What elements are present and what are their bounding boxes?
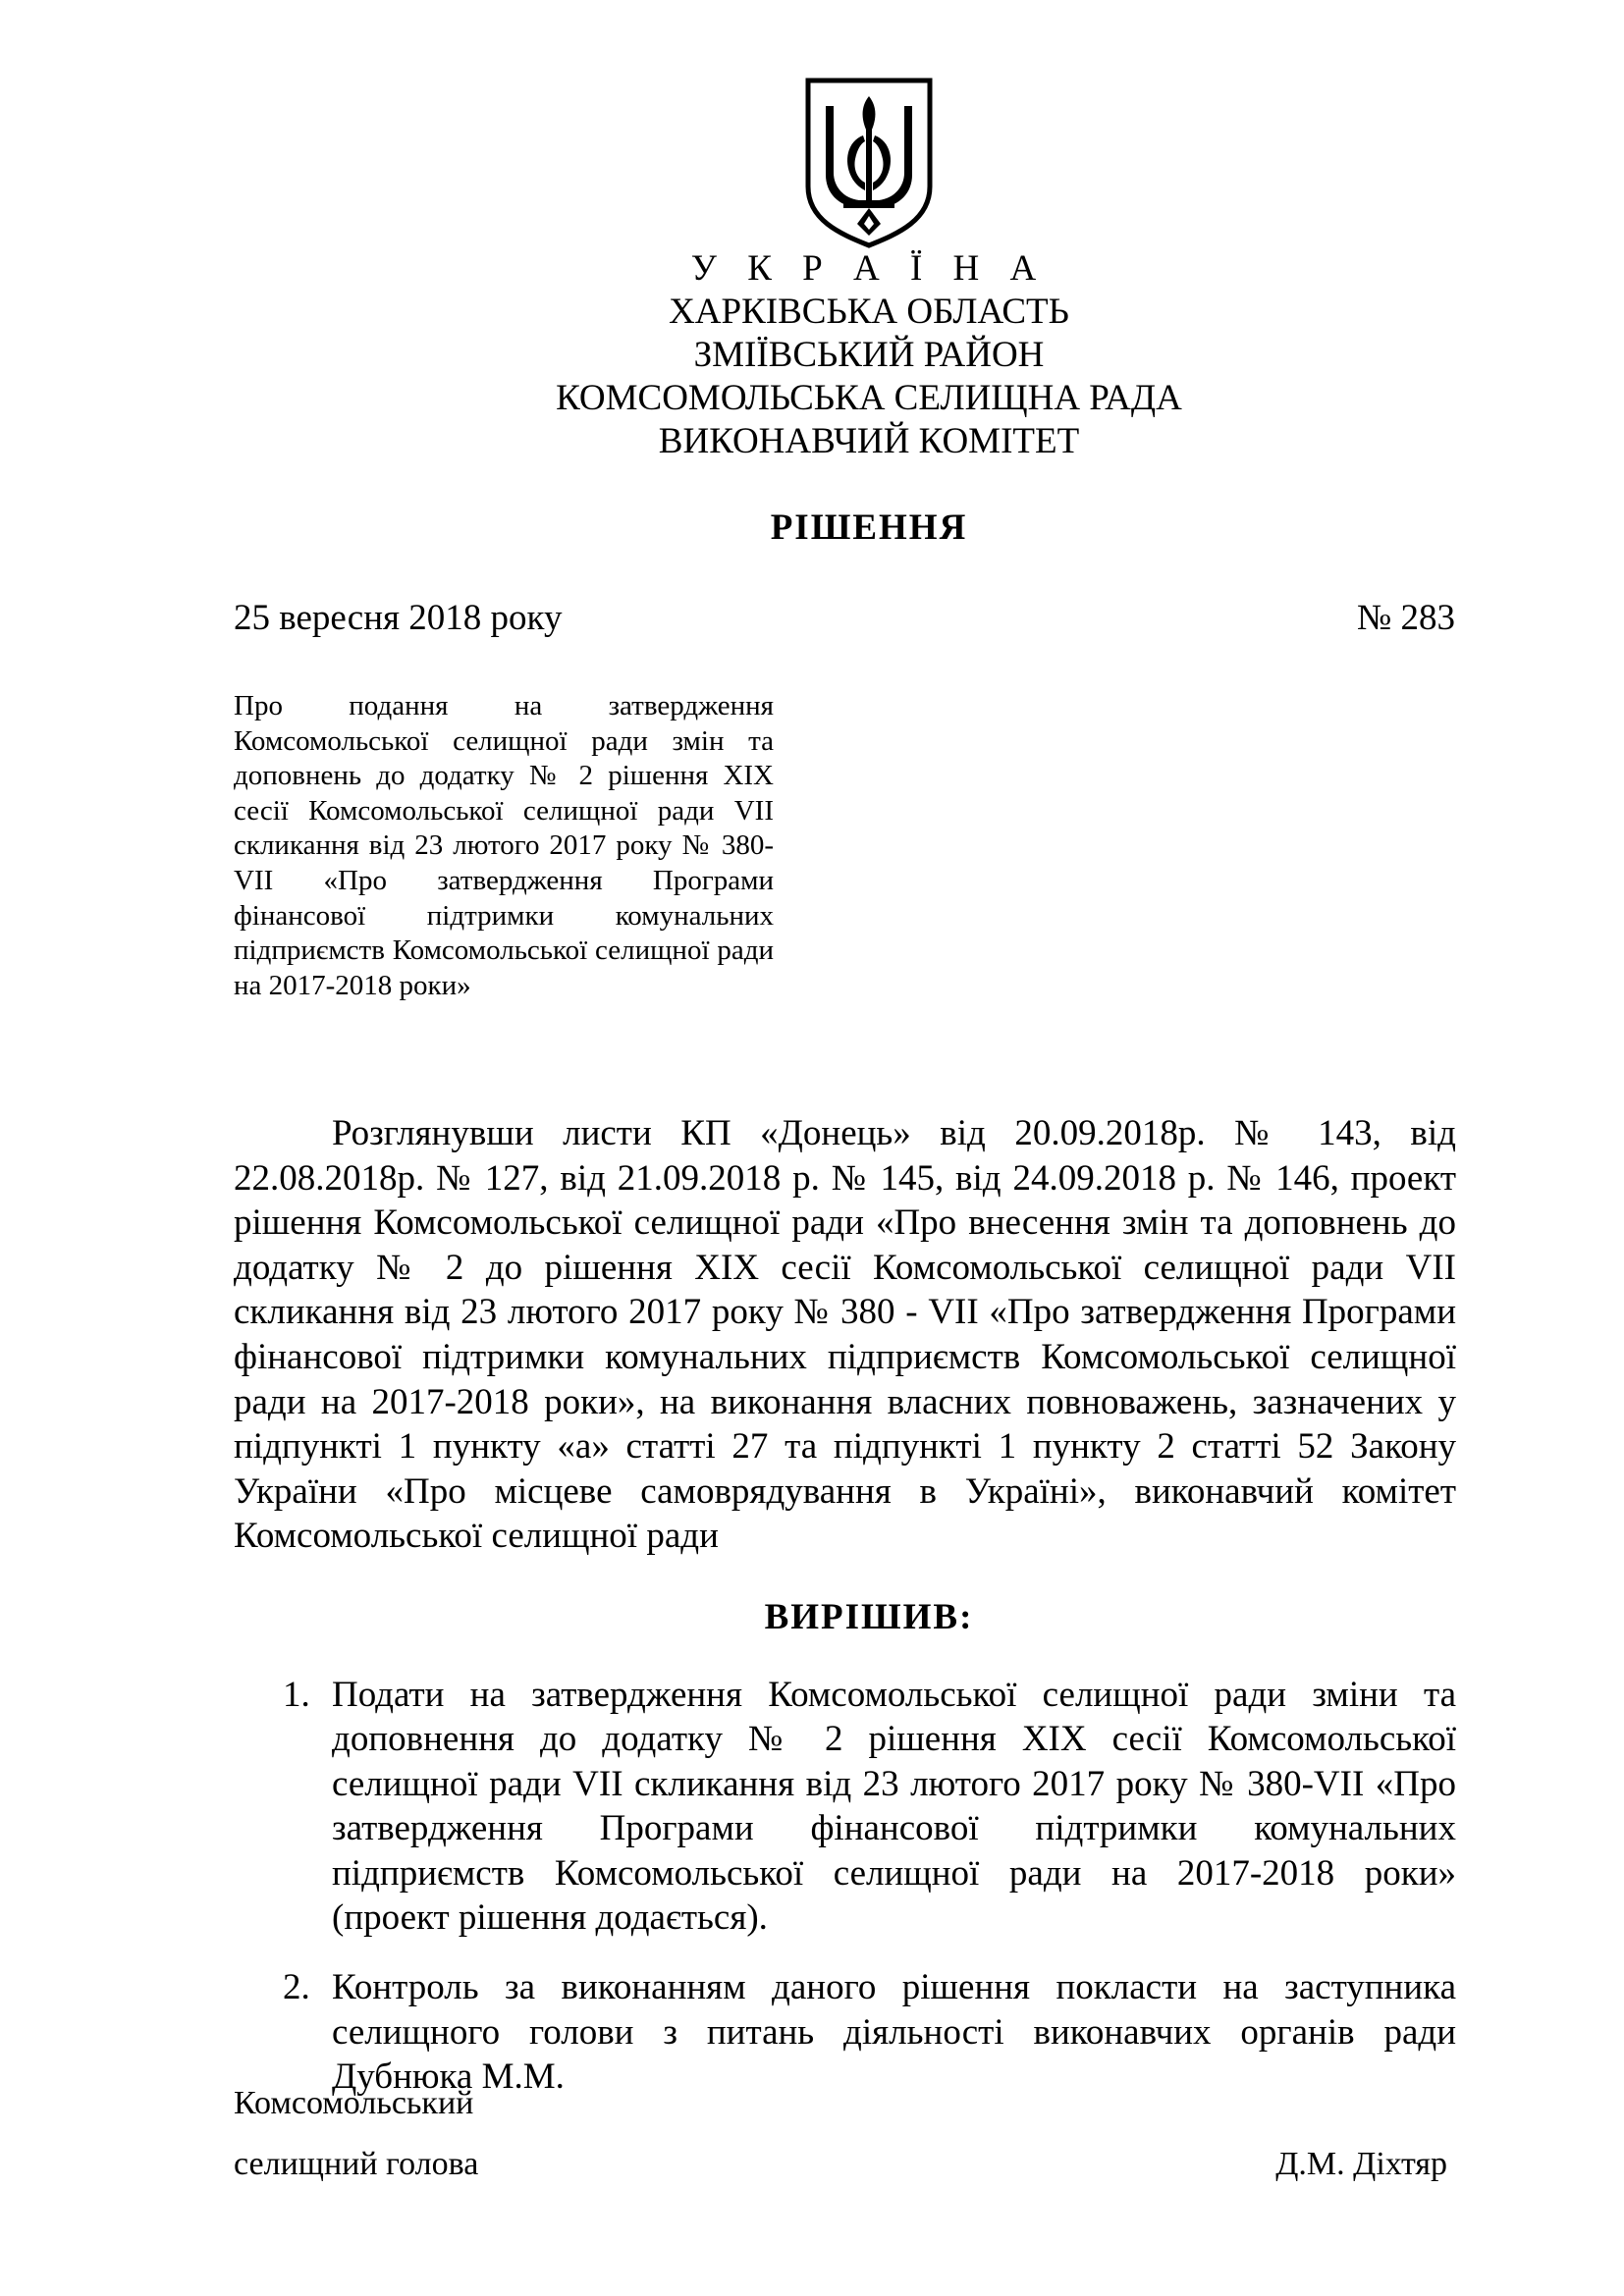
document-number: № 283 (1356, 598, 1455, 638)
document-title: РІШЕННЯ (770, 507, 968, 548)
list-item-number: 2. (283, 1967, 310, 2008)
document-header (295, 247, 1443, 463)
preamble-paragraph: Розглянувши листи КП «Донець» від 20.09.2018р. № 143, від 22.08.2018р. № 127, від 21.09.2018 р. № 145, від 24.09.2018 р. № 146, проект рішення Комсомольської селищної ради «Про внесення змін та доповнень до додатку № 2 до рішення ХІХ сесії Комсомольської селищної ради VII скликання від 23 лютого 2017 року № 380 - VII «Про затвердження Програми фінансової підтримки комунальних підприємств Комсомольської селищної ради на 2017-2018 роки», на виконання власних повноважень, зазначених у підпункті 1 пункту «а» статті 27 та підпункті 1 пункту 2 статті 52 Закону України «Про місцеве самоврядування в Україні», виконавчий комітет Комсомольської селищної ради (234, 1113, 1456, 1557)
signatory-name: Д.М. Діхтяр (1275, 2146, 1447, 2182)
decision-list (234, 1673, 1456, 2100)
signatory-title-line1: Комсомольський (234, 2085, 474, 2121)
resolved-heading: ВИРІШИВ: (764, 1597, 974, 1637)
document-date: 25 вересня 2018 року (234, 598, 563, 638)
country-name: У К Р А Ї Н А (690, 248, 1048, 289)
signatory-title-line2: селищний голова (234, 2146, 479, 2182)
council-name: КОМСОМОЛЬСЬКА СЕЛИЩНА РАДА (556, 378, 1182, 418)
list-item-text: Подати на затвердження Комсомольської селищної ради зміни та доповнення до додатку № 2 рішення ХІХ сесії Комсомольської селищної ради VII скликання від 23 лютого 2017 року № 380-VII «Про затвердження Програми фінансової підтримки комунальних підприємств Комсомольської селищної ради на 2017-2018 роки» (проект рішення додається). (332, 1675, 1456, 1939)
committee-name: ВИКОНАВЧИЙ КОМІТЕТ (658, 421, 1080, 461)
document-subject: Про подання на затвердження Комсомольської селищної ради змін та доповнень до додатку № 2 рішення ХІХ сесії Комсомольської селищної ради VII скликання від 23 лютого 2017 року № 380-VII «Про затвердження Програми фінансової підтримки комунальних підприємств Комсомольської селищної ради на 2017-2018 роки» (234, 690, 774, 1001)
list-item-text: Контроль за виконанням даного рішення покласти на заступника селищного голови з питань діяльності виконавчих органів ради Дубнюка М.М. (332, 1967, 1456, 2098)
region-name: ХАРКІВСЬКА ОБЛАСТЬ (669, 292, 1069, 332)
ukraine-trident-emblem-icon (804, 77, 934, 249)
list-item-number: 1. (283, 1675, 310, 1715)
district-name: ЗМІЇВСЬКИЙ РАЙОН (693, 335, 1045, 375)
signatory-title (234, 2073, 478, 2195)
list-item (234, 1673, 1456, 1940)
